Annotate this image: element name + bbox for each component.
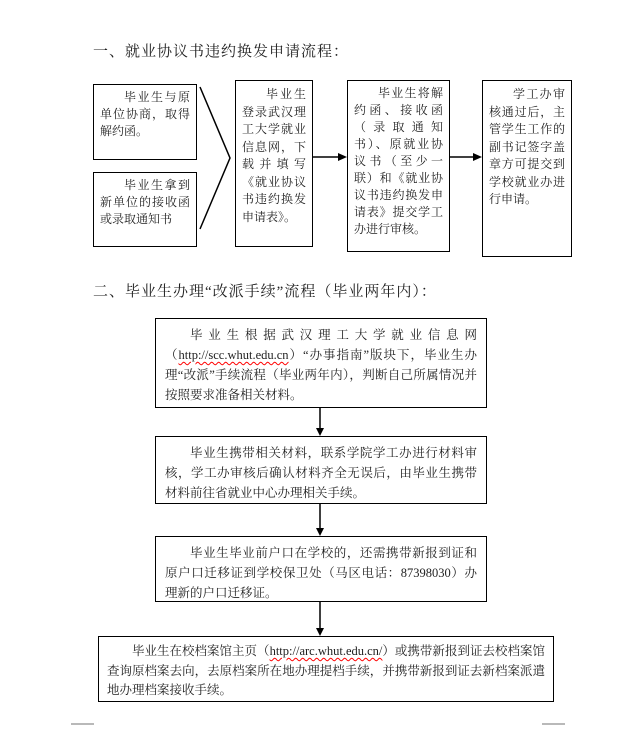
step1-text-before: 毕业生根据武汉理工大学就业信息网（ — [165, 328, 477, 362]
step4-text-before: 毕业生在校档案馆主页（ — [132, 644, 270, 658]
step4-text-after: ）或携带新报到证去校档案馆查询原档案去向，去原档案所在地办理提档手续，并携带新报到证去新档案派遣地办理档案接收手续。 — [107, 644, 545, 697]
flow2-box-step2-text: 毕业生携带相关材料，联系学院学工办进行材料审核，学工办审核后确认材料齐全无误后，由毕业生携带材料前往省就业中心办理相关手续。 — [165, 446, 477, 500]
flow1-box-negotiate — [93, 84, 197, 160]
page-margin-mark-left — [71, 723, 94, 725]
down-arrow-icon — [314, 504, 326, 536]
step1-text-after: ）“办事指南”版块下，毕业生办理“改派”手续流程（毕业两年内），判断自己所属情况并按照要求准备相关材料。 — [165, 348, 477, 402]
flow2-box-step3 — [155, 536, 487, 602]
flow2-box-step3-text: 毕业生毕业前户口在学校的，还需携带新报到证和原户口迁移证到学校保卫处（马区电话：87398030）办理新的户口迁移证。 — [165, 546, 477, 600]
flow2-box-step2 — [155, 436, 487, 504]
flow2-box-step4-text — [99, 637, 553, 702]
step4-url-text: http://arc.whut.edu.cn/ — [269, 644, 383, 658]
step1-url-text: http://scc.whut.edu.cn — [178, 348, 289, 362]
flow1-box-negotiate-text: 毕业生与原单位协商，取得解约函。 — [100, 90, 190, 138]
flow1-box-download-form-text: 毕业生登录武汉理工大学就业信息网，下载并填写《就业协议书违约换发申请表》。 — [242, 87, 306, 224]
page-margin-mark-right — [542, 723, 565, 725]
down-arrow-icon — [314, 408, 326, 436]
flow1-box-approval-text: 学工办审核通过后，主管学生工作的副书记签字盖章方可提交到学校就业办进行申请。 — [489, 87, 565, 206]
flow1-box-submit-materials-text: 毕业生将解约函、接收函（录取通知书）、原就业协议书（至少一联）和《就业协议书违约换发申请表》提交学工办进行审核。 — [354, 86, 443, 236]
right-arrow-icon — [313, 151, 347, 163]
flow2-box-step1 — [155, 318, 487, 408]
down-arrow-icon — [314, 602, 326, 636]
flow2-box-step1-text — [156, 319, 486, 408]
flow1-box-submit-materials — [347, 80, 450, 252]
flow1-box-offer-letter-text: 毕业生拿到新单位的接收函或录取通知书 — [100, 178, 190, 226]
section2-heading: 二、毕业生办理“改派手续”流程（毕业两年内）： — [93, 284, 437, 300]
section1-heading: 一、就业协议书违约换发申请流程： — [93, 44, 350, 60]
flow1-box-download-form — [235, 80, 313, 247]
right-arrow-icon — [450, 151, 482, 163]
flow1-box-approval — [482, 80, 572, 257]
flow2-box-step4 — [98, 636, 554, 702]
flow1-box-offer-letter — [93, 172, 197, 247]
merge-chevron-icon — [197, 85, 235, 231]
